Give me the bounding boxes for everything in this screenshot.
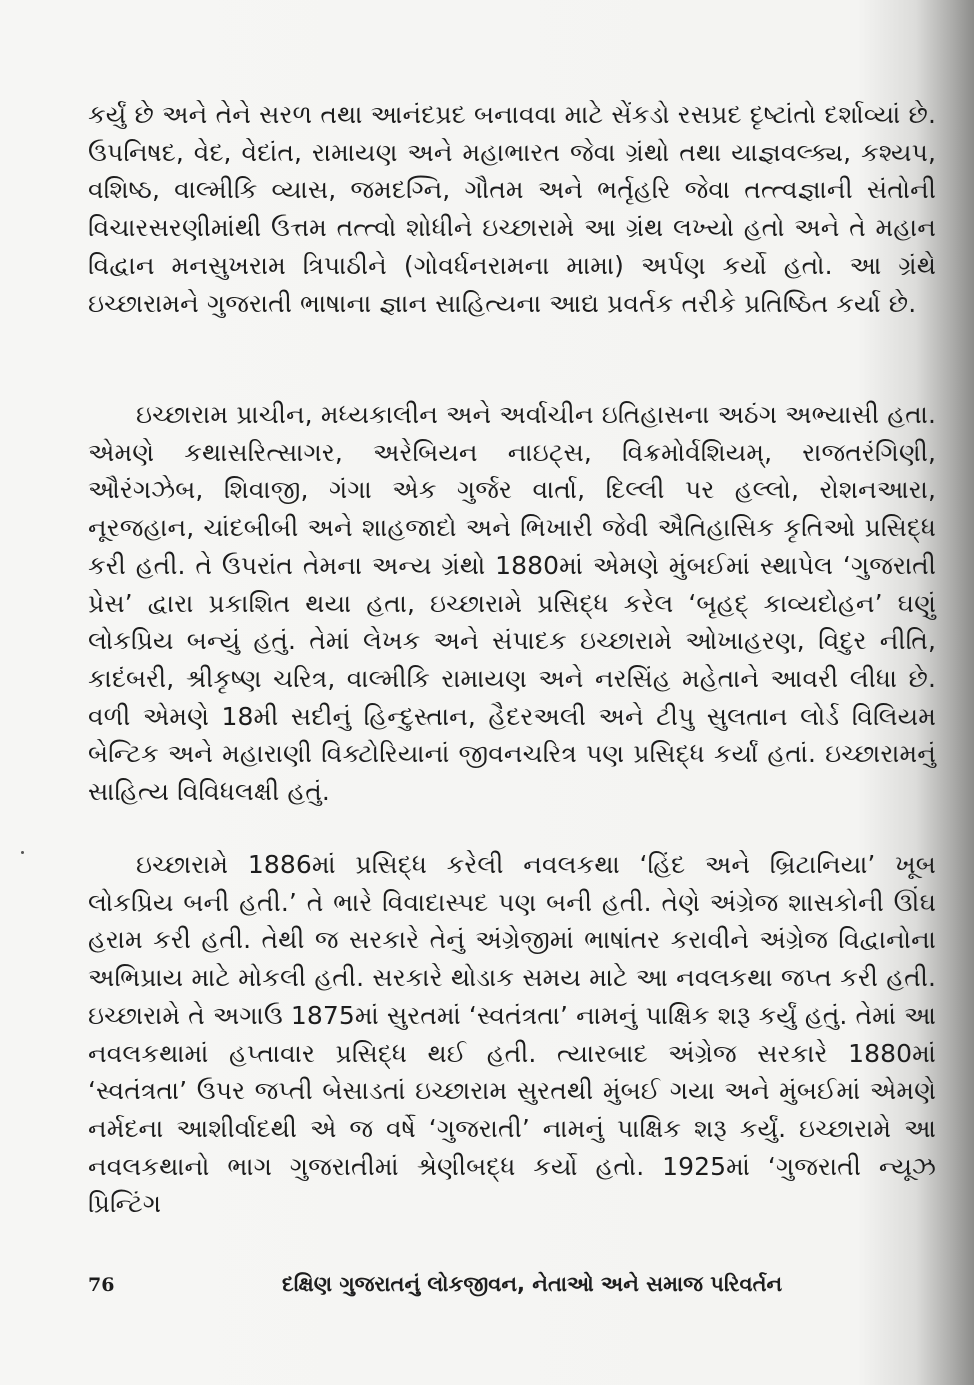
paragraph-3: ઇચ્છારામે 1886માં પ્રસિદ્ધ કરેલી નવલકથા ‘હિંદ અને બ્રિટાનિયા’ ખૂબ લોકપ્રિય બની હતી.’ તે ભારે વિવાદાસ્પદ પણ બની હતી. તેણે અંગ્રેજ શાસકોની ઊંઘ હરામ કરી હતી. તેથી જ સરકારે તેનું અંગ્રેજીમાં ભાષાંતર કરાવીને અંગ્રેજ વિદ્વાનોના અભિપ્રાય માટે મોકલી હતી. સરકારે થોડાક સમય માટે આ નવલકથા જપ્ત કરી હતી. ઇચ્છારામે તે અગાઉ 1875માં સુરતમાં ‘સ્વતંત્રતા’ નામનું પાક્ષિક શરૂ કર્યું હતું. તેમાં આ નવલકથામાં હપ્તાવાર પ્રસિદ્ધ થઈ હતી. ત્યારબાદ અંગ્રેજ સરકારે 1880માં ‘સ્વતંત્રતા’ ઉપર જપ્તી બેસાડતાં ઇચ્છારામ સુરતથી મુંબઈ ગયા અને મુંબઈમાં એમણે નર્મદના આશીર્વાદથી એ જ વર્ષે ‘ગુજરાતી’ નામનું પાક્ષિક શરૂ કર્યું. ઇચ્છારામે આ નવલકથાનો ભાગ ગુજરાતીમાં શ્રેણીબદ્ધ કર્યો હતો. 1925માં ‘ગુજરાતી ન્યૂઝ પ્રિન્ટિંગ bbox=[88, 850, 936, 1219]
scan-speck bbox=[21, 851, 24, 854]
running-title: દક્ષિણ ગુજરાતનું લોકજીવન, નેતાઓ અને સમાજ પરિવર્તન bbox=[282, 1272, 783, 1296]
page-footer bbox=[88, 1266, 936, 1306]
paragraph-2: ઇચ્છારામ પ્રાચીન, મધ્યકાલીન અને અર્વાચીન ઇતિહાસના અઠંગ અભ્યાસી હતા. એમણે કથાસરિત્સાગર, અરેબિયન નાઇટ્સ, વિક્રમોર્વશિયમ્, રાજતરંગિણી, ઔરંગઝેબ, શિવાજી, ગંગા એક ગુર્જર વાર્તા, દિલ્લી પર હલ્લો, રોશનઆરા, નૂરજહાન, ચાંદબીબી અને શાહજાદો અને ભિખારી જેવી ઐતિહાસિક કૃતિઓ પ્રસિદ્ધ કરી હતી. તે ઉપરાંત તેમના અન્ય ગ્રંથો 1880માં એમણે મુંબઈમાં સ્થાપેલ ‘ગુજરાતી પ્રેસ’ દ્વારા પ્રકાશિત થયા હતા, ઇચ્છારામે પ્રસિદ્ધ કરેલ ‘બૃહદ્ કાવ્યદોહન’ ઘણું લોકપ્રિય બન્યું હતું. તેમાં લેખક અને સંપાદક ઇચ્છારામે ઓખાહરણ, વિદુર નીતિ, કાદંબરી, શ્રીકૃષ્ણ ચરિત્ર, વાલ્મીકિ રામાયણ અને નરસિંહ મહેતાને આવરી લીધા છે. વળી એમણે 18મી સદીનું હિન્દુસ્તાન, હૈદરઅલી અને ટીપુ સુલતાન લોર્ડ વિલિયમ બેન્ટિક અને મહારાણી વિક્ટોરિયાનાં જીવનચરિત્ર પણ પ્રસિદ્ધ કર્યાં હતાં. ઇચ્છારામનું સાહિત્ય વિવિધલક્ષી હતું. bbox=[88, 400, 936, 807]
paragraph-1: કર્યું છે અને તેને સરળ તથા આનંદપ્રદ બનાવવા માટે સેંકડો રસપ્રદ દૃષ્ટાંતો દર્શાવ્યાં છે. ઉપનિષદ, વેદ, વેદાંત, રામાયણ અને મહાભારત જેવા ગ્રંથો તથા યાજ્ઞવલ્ક્ય, કશ્યપ, વશિષ્ઠ, વાલ્મીકિ વ્યાસ, જમદગ્નિ, ગૌતમ અને ભર્તૃહરિ જેવા તત્ત્વજ્ઞાની સંતોની વિચારસરણીમાંથી ઉત્તમ તત્ત્વો શોધીને ઇચ્છારામે આ ગ્રંથ લખ્યો હતો અને તે મહાન વિદ્વાન મનસુખરામ ત્રિપાઠીને (ગોવર્ધનરામના મામા) અર્પણ કર્યો હતો. આ ગ્રંથે ઇચ્છારામને ગુજરાતી ભાષાના જ્ઞાન સાહિત્યના આદ્ય પ્રવર્તક તરીકે પ્રતિષ્ઠિત કર્યા છે. bbox=[88, 100, 936, 318]
page-number: 76 bbox=[88, 1274, 115, 1296]
